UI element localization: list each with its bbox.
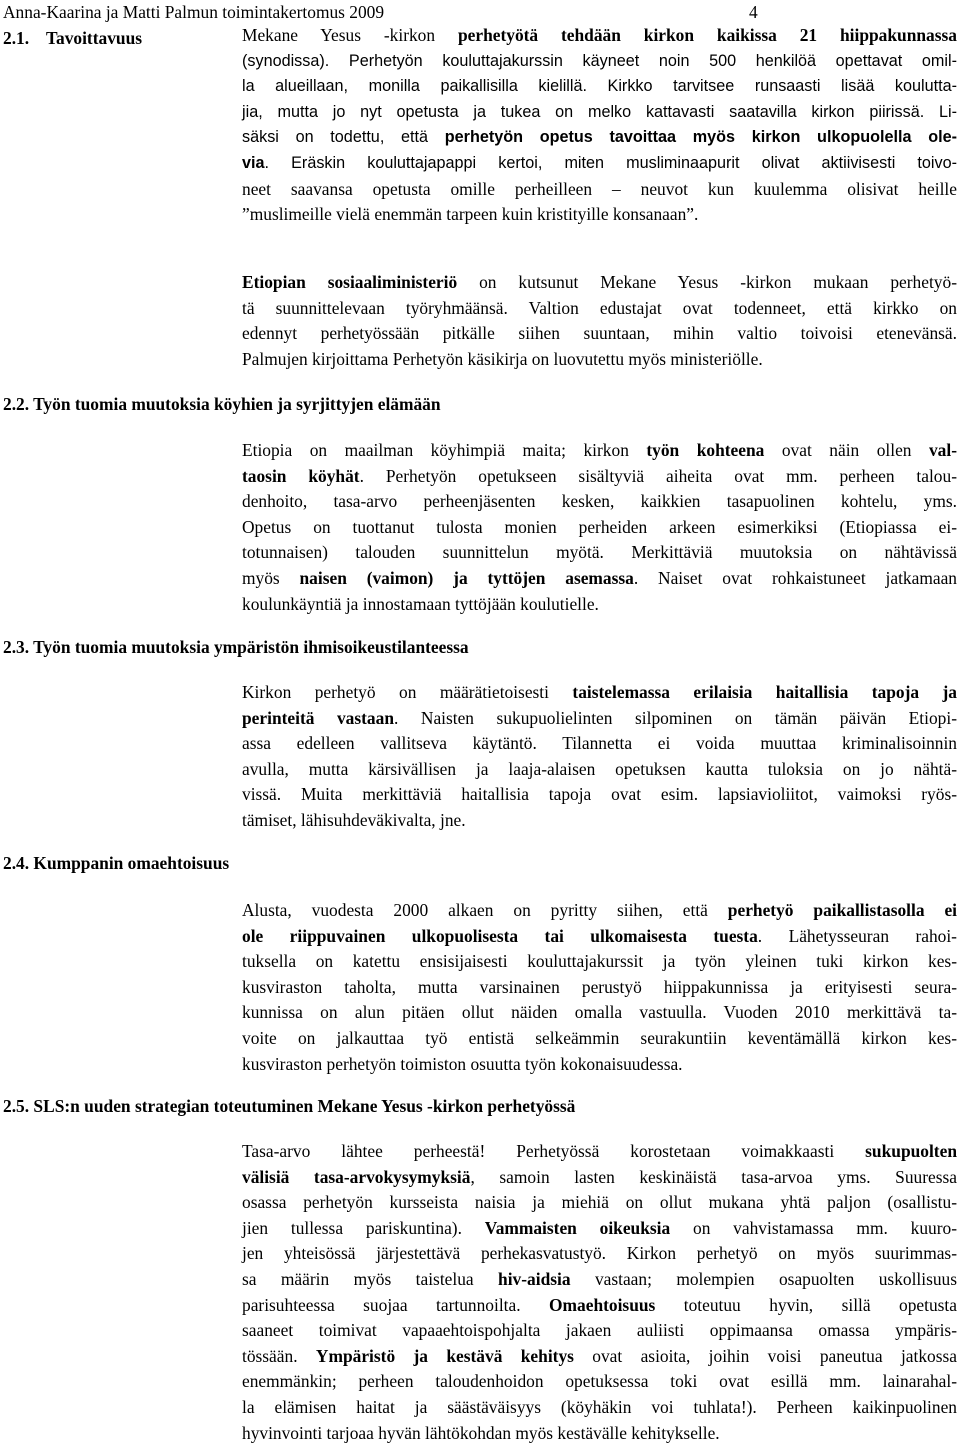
section-2-1-paragraph-2: [242, 270, 957, 372]
text-line: neet saavansa opetusta omille perheilleen – neuvot kun kuulemma olisivat heille: [242, 178, 957, 199]
text-line: la alueillaan, monilla paikallisilla kielillä. Kirkko tarvitsee runsaasti lisää koulutta-: [242, 77, 957, 96]
text-line: välisiä tasa-arvokysymyksiä, samoin lasten keskinäistä tasa-arvoa yms. Suuressa: [242, 1166, 957, 1187]
text-line: via. Eräskin kouluttajapappi kertoi, miten musliminaapurit olivat aktiivisesti toivo-: [242, 153, 957, 172]
text-line: Etiopia on maailman köyhimpiä maita; kirkon työn kohteena ovat näin ollen val-: [242, 440, 957, 460]
text-line: jen yhteisössä järjestettävä perhekasvatustyö. Kirkon perhetyö on myös suurimmas-: [242, 1243, 957, 1264]
section-2-4-heading: 2.4. Kumppanin omaehtoisuus: [3, 853, 230, 873]
text-line: ole riippuvainen ulkopuolisesta tai ulkomaisesta tuesta. Lähetysseuran rahoi-: [242, 925, 957, 946]
text-line: Etiopian sosiaaliministeriö on kutsunut Mekane Yesus -kirkon mukaan perhetyö-: [242, 272, 957, 292]
text-line: voite on jalkauttaa työ entistä selkeämmin seurakuntiin keventämällä kirkon kes-: [242, 1027, 957, 1048]
text-line: jien tullessa pariskuntina). Vammaisten oikeuksia on vahvistamassa mm. kuuro-: [242, 1217, 957, 1238]
text-line: Tasa-arvo lähtee perheestä! Perhetyössä korostetaan voimakkaasti sukupuolten: [242, 1141, 957, 1161]
text-line: hyvinvointi tarjoaa hyvän lähtökohdan myös kestävälle kehitykselle.: [242, 1422, 720, 1443]
text-line: Mekane Yesus -kirkon perhetyötä tehdään kirkon kaikissa 21 hiippakunnassa: [242, 25, 957, 45]
text-line: avulla, mutta kärsivällisen ja laaja-alaisen opetuksen kautta tuloksia on jo nähtä-: [242, 758, 957, 779]
text-line: parisuhteessa suojaa tartunnoilta. Omaehtoisuus toteutuu hyvin, sillä opetusta: [242, 1294, 957, 1315]
text-line: tuksella on katettu ensisijaisesti kouluttajakurssit ja työn yleinen tuki kirkon kes-: [242, 951, 957, 972]
text-line: kusviraston perhetyön toimiston osuutta työn kokonaisuudessa.: [242, 1053, 683, 1074]
text-line: jia, mutta jo nyt opetusta ja tukea on melko kattavasti saatavilla kirkon piirissä. Li-: [242, 102, 957, 121]
text-line: Kirkon perhetyö on määrätietoisesti taistelemassa erilaisia haitallisia tapoja ja: [242, 682, 957, 702]
text-line: sa määrin myös taistelua hiv-aidsia vastaan; molempien osapuolten uskollisuus: [242, 1268, 958, 1289]
text-line: taosin köyhät. Perhetyön opetukseen sisältyviä aiheita ovat mm. perheen talou-: [242, 465, 957, 486]
text-line: totunnaisen) talouden suunnittelun myötä. Merkittäviä muutoksia on nähtävissä: [242, 542, 957, 563]
text-line: Alusta, vuodesta 2000 alkaen on pyritty siihen, että perhetyö paikallistasolla ei: [242, 900, 957, 920]
section-2-5-paragraph: [242, 1139, 957, 1446]
text-line: assa edelleen vallitseva käytäntö. Tilannetta ei voida muuttaa kriminalisoinnin: [242, 733, 957, 754]
text-line: ”muslimeille vielä enemmän tarpeen kuin kristityille konsanaan”.: [242, 204, 699, 225]
section-2-1-paragraph-1: [242, 23, 957, 228]
text-line: tössään. Ympäristö ja kestävä kehitys ovat asioita, joihin voisi paneutua jatkossa: [242, 1345, 957, 1366]
section-2-3-paragraph: [242, 680, 957, 834]
text-line: denhoito, tasa-arvo perheenjäsenten kesken, kaikkien tasapuolinen kohtelu, yms.: [242, 491, 957, 512]
text-line: tämiset, lähisuhdeväkivalta, jne.: [242, 809, 466, 830]
section-2-3-heading: 2.3. Työn tuomia muutoksia ympäristön ihmisoikeustilanteessa: [3, 637, 469, 657]
section-2-2-paragraph: [242, 438, 957, 617]
text-line: Opetus on tuottanut tulosta monien perheiden arkeen esimerkiksi (Etiopiassa ei-: [242, 516, 957, 537]
document-header-title: Anna-Kaarina ja Matti Palmun toimintakertomus 2009: [3, 2, 385, 22]
text-line: kusviraston taholta, mutta varsinainen perustyö hiippakunnissa ja erityisesti seura-: [242, 976, 957, 997]
text-line: enemmänkin; perheen taloudenhoidon opetuksessa toki ovat esillä mm. lainarahal-: [242, 1371, 957, 1392]
text-line: Palmujen kirjoittama Perhetyön käsikirja on luovutettu myös ministeriölle.: [242, 348, 763, 369]
section-2-5-heading: 2.5. SLS:n uuden strategian toteutuminen Mekane Yesus -kirkon perhetyössä: [3, 1096, 576, 1116]
text-line: perinteitä vastaan. Naisten sukupuolielinten silpominen on tämän päivän Etiopi-: [242, 707, 957, 728]
text-line: edennyt perhetyössään pitkälle siihen suuntaan, mihin valtio toivoisi etenevänsä.: [242, 323, 957, 344]
text-line: koulunkäyntiä ja innostamaan tyttöjään koulutielle.: [242, 593, 599, 614]
text-line: myös naisen (vaimon) ja tyttöjen asemassa. Naiset ovat rohkaistuneet jatkamaan: [242, 567, 957, 588]
text-line: (synodissa). Perhetyön kouluttajakurssin käyneet noin 500 henkilöä opettavat omil-: [242, 51, 957, 70]
text-line: vissä. Muita merkittäviä haitallisia tapoja ovat esim. lapsiavioliitot, vaimoksi ryös-: [242, 784, 957, 805]
section-2-1-number: 2.1.: [3, 28, 30, 48]
section-2-4-paragraph: [242, 898, 957, 1077]
section-2-1-title: Tavoittavuus: [46, 28, 143, 48]
text-line: saaneet toimivat vapaaehtoispohjalta jakaen auliisti oppimaansa omassa ympäris-: [242, 1320, 957, 1341]
text-line: osassa perhetyön kursseista naisia ja miehiä on ollut mukana yhtä paljon (osallistu-: [242, 1192, 957, 1213]
text-line: säksi on todettu, että perhetyön opetus tavoittaa myös kirkon ulkopuolella ole-: [242, 128, 957, 147]
page-number: 4: [749, 2, 758, 22]
text-line: la elämisen haitat ja säästäväisyys (köyhäkin voi tuhlata!). Perheen kaikinpuolinen: [242, 1396, 957, 1417]
text-line: kunnissa on alun pitäen ollut näiden omalla vastuulla. Vuoden 2010 merkittävä ta-: [242, 1002, 957, 1023]
section-2-2-heading: 2.2. Työn tuomia muutoksia köyhien ja syrjittyjen elämään: [3, 394, 441, 414]
text-line: tä suunnittelevaan työryhmäänsä. Valtion edustajat ovat todenneet, että kirkko on: [242, 297, 957, 318]
